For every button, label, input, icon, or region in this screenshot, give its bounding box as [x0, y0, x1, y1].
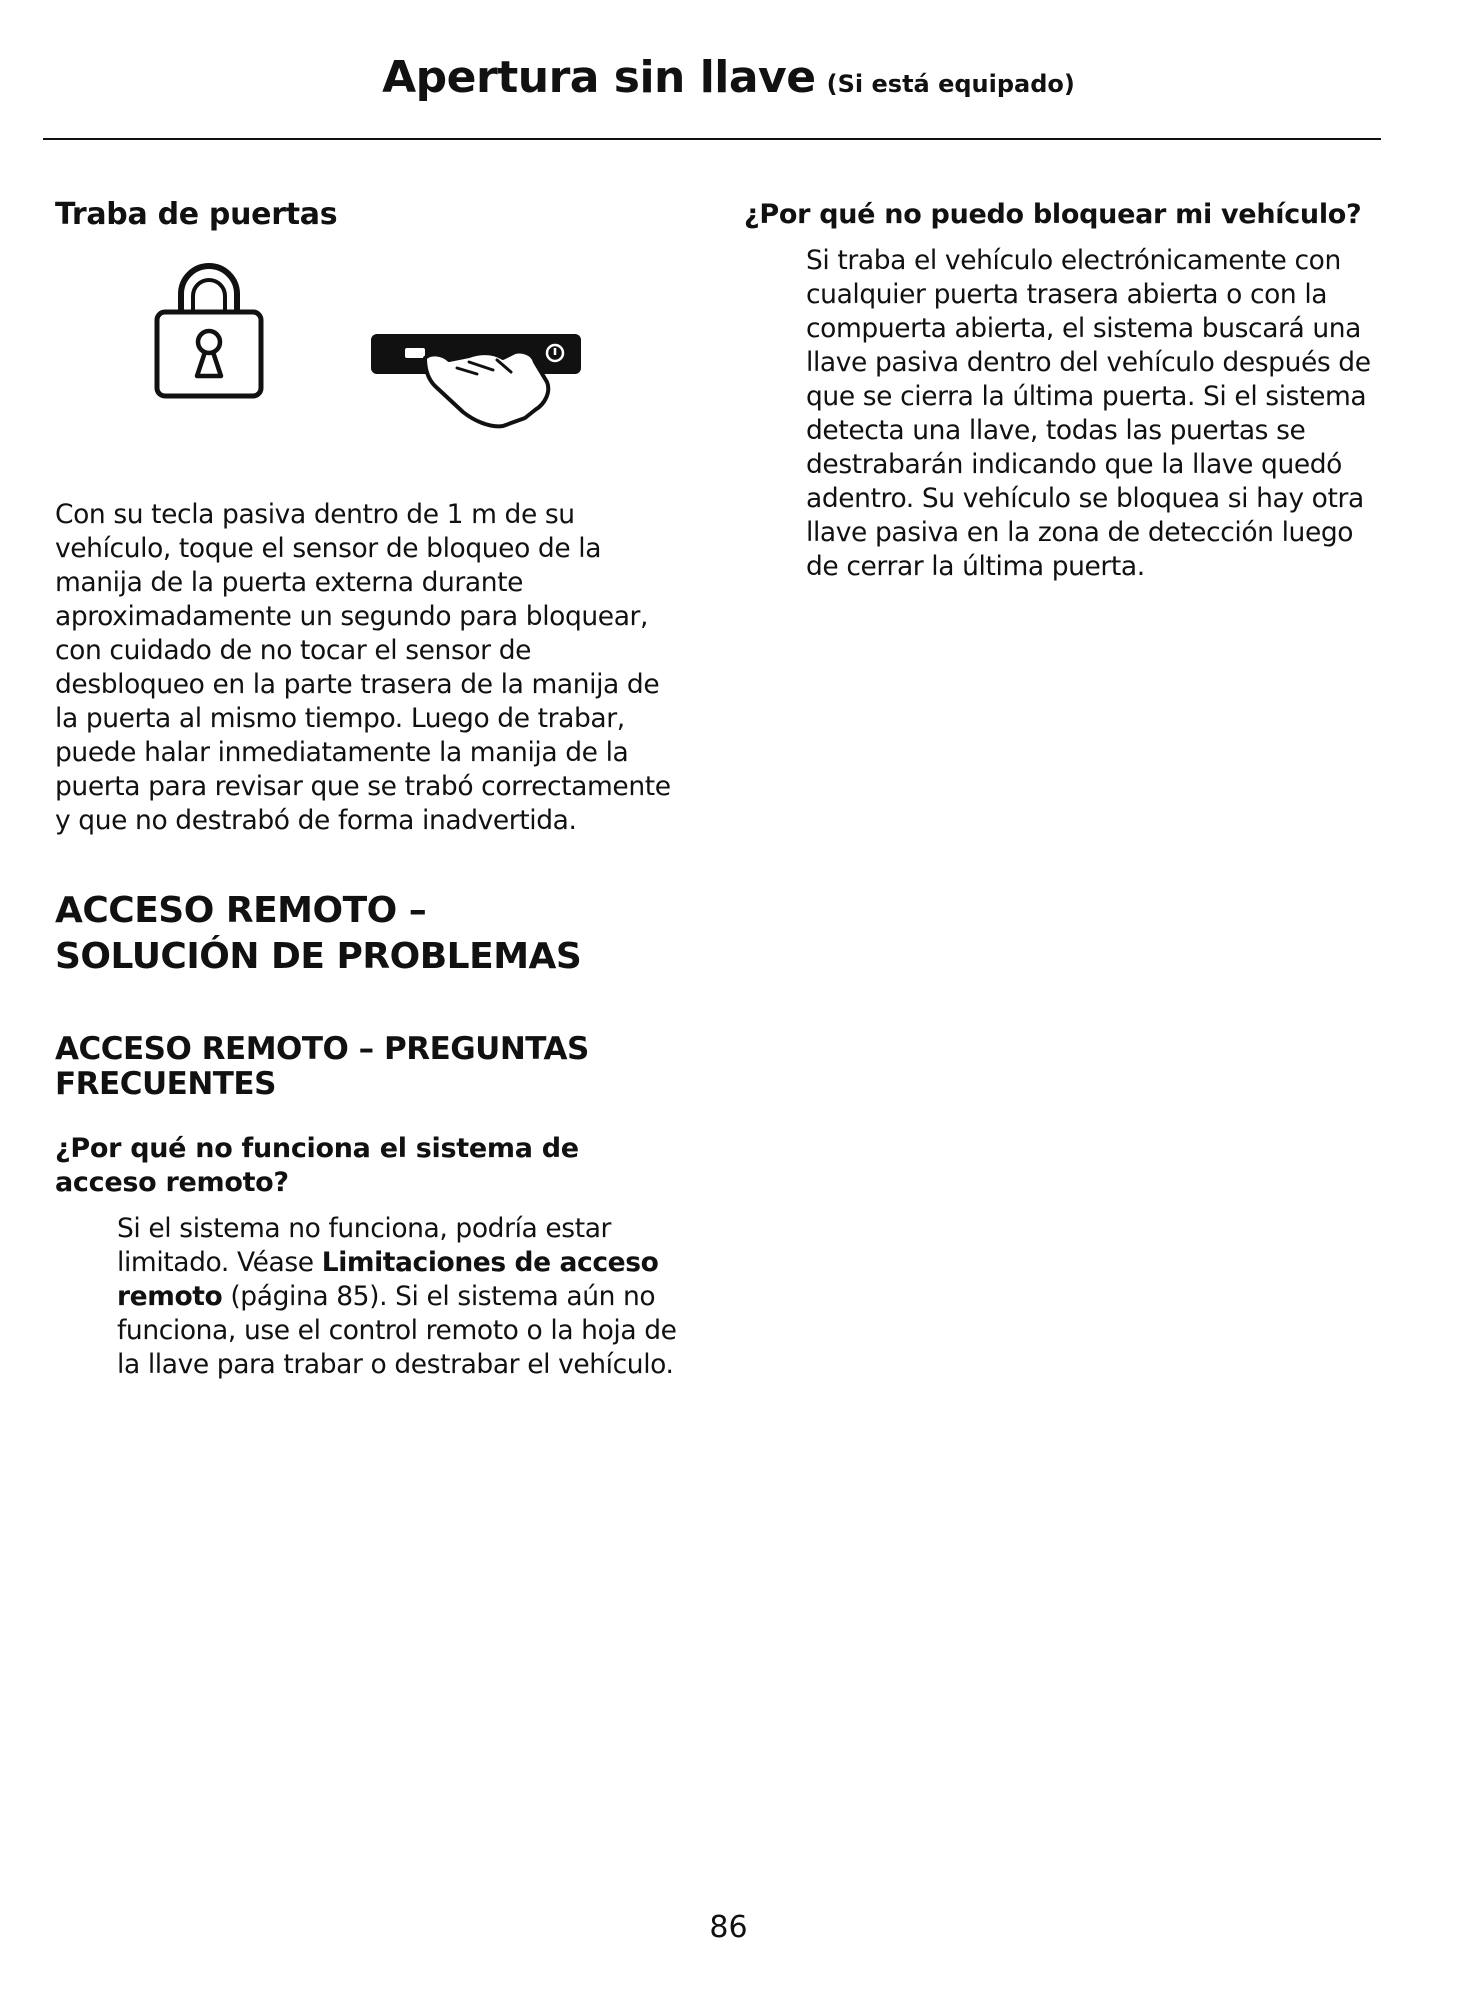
- faq-answer-remote-access: [55, 1212, 685, 1382]
- header-divider: [43, 138, 1381, 140]
- faq-heading-line1: ACCESO REMOTO – PREGUNTAS: [55, 1031, 589, 1067]
- faq-answer-text-continued: (página 85). Si el sistema aún no funciona, use el control remoto o la hoja de la llave para trabar o destrabar el vehículo.: [117, 1281, 677, 1380]
- door-lock-illustration: [55, 252, 685, 462]
- page-header: [0, 52, 1457, 103]
- page-title: Apertura sin llave: [382, 52, 816, 103]
- troubleshooting-heading: [55, 888, 685, 980]
- page-number: 86: [709, 1910, 748, 1945]
- limitations-reference-link[interactable]: Limitaciones de acceso remoto: [117, 1247, 659, 1312]
- faq-heading-line2: FRECUENTES: [55, 1066, 276, 1102]
- right-column: [744, 198, 1384, 584]
- door-lock-heading: Traba de puertas: [55, 197, 338, 232]
- troubleshooting-heading-line1: ACCESO REMOTO –: [55, 890, 427, 931]
- page-subtitle: (Si está equipado): [826, 70, 1075, 98]
- faq-heading: [55, 1032, 685, 1102]
- padlock-icon: [151, 252, 267, 402]
- faq-answer-text: Si el sistema no funciona, podría estar limitado. Véase: [117, 1213, 612, 1278]
- faq-question-remote-access: ¿Por qué no funciona el sistema de acceso remoto?: [55, 1133, 579, 1198]
- troubleshooting-heading-line2: SOLUCIÓN DE PROBLEMAS: [55, 936, 582, 977]
- faq-answer-lock-vehicle: Si traba el vehículo electrónicamente con cualquier puerta trasera abierta o con la compuerta abierta, el sistema buscará una llave pasiva dentro del vehículo después de que se cierra la última puerta. Si el sistema detecta una llave, todas las puertas se destrabarán indicando que la llave quedó adentro. Su vehículo se bloquea si hay otra llave pasiva en la zona de detección luego de cerrar la última puerta.: [806, 245, 1371, 582]
- door-handle-touch-icon: [365, 322, 635, 432]
- faq-question-lock-vehicle: ¿Por qué no puedo bloquear mi vehículo?: [744, 199, 1362, 230]
- left-column: [55, 198, 685, 1382]
- door-lock-paragraph: Con su tecla pasiva dentro de 1 m de su vehículo, toque el sensor de bloqueo de la manija de la puerta externa durante aproximadamente un segundo para bloquear, con cuidado de no tocar el sensor de desbloqueo en la parte trasera de la manija de la puerta al mismo tiempo. Luego de trabar, puede halar inmediatamente la manija de la puerta para revisar que se trabó correctamente y que no destrabó de forma inadvertida.: [55, 499, 671, 836]
